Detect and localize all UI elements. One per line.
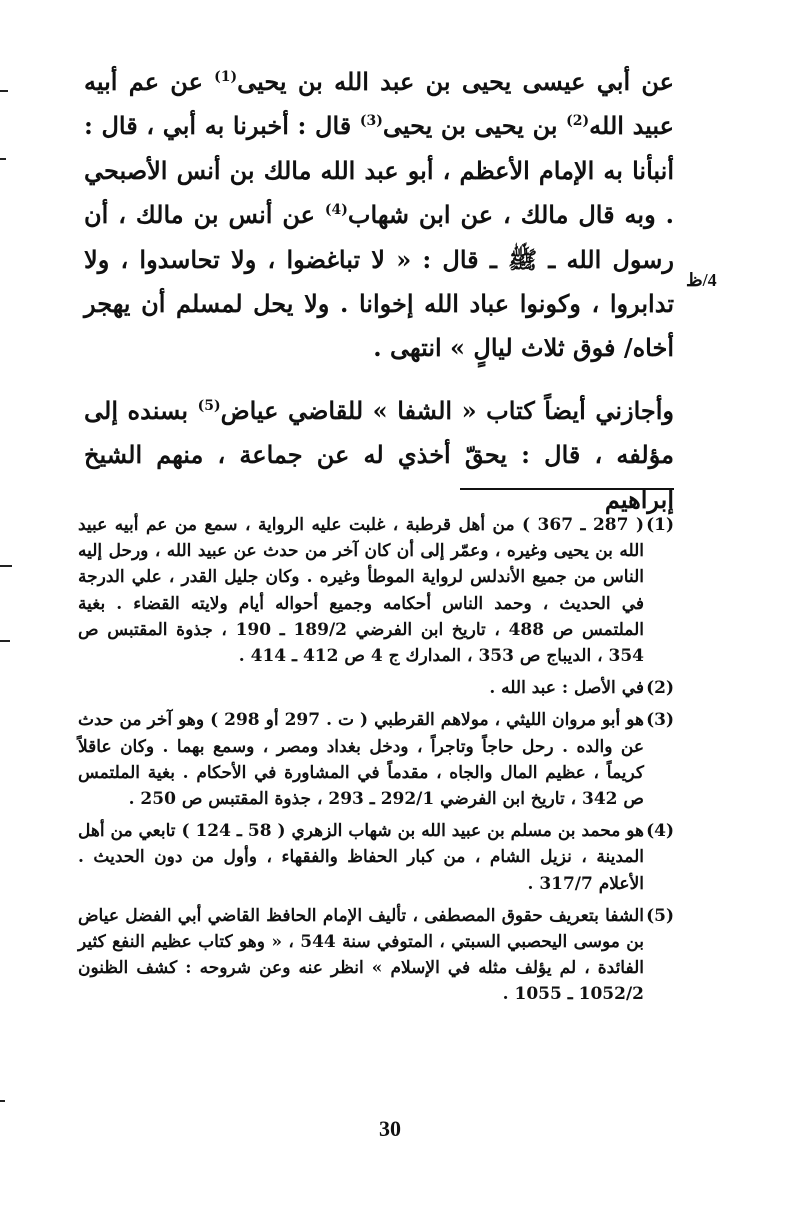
footnote-reference[interactable]: (4) [324, 202, 348, 219]
footnote [78, 818, 674, 897]
footnote [78, 707, 674, 812]
footnote-text: في الأصل : عبد الله . [489, 678, 644, 699]
footnote-number: (2) [646, 678, 674, 699]
footnote [78, 512, 674, 669]
footnotes [78, 512, 674, 1014]
footnote-number: (4) [646, 821, 674, 842]
main-paragraph [84, 60, 674, 371]
footnote-text: هو محمد بن مسلم بن عبيد الله بن شهاب الزهري ( 58 ـ 124 ) تابعي من أهل المدينة ، نزيل الشام ، من كبار الحفاظ والفقهاء ، وأول من دون الحديث . الأعلام 317/7 . [78, 821, 644, 894]
scan-edge-mark [0, 158, 6, 160]
footnote-reference[interactable]: (3) [359, 113, 383, 130]
scan-edge-mark [0, 90, 8, 92]
scan-edge-mark [0, 565, 12, 567]
footnote-reference[interactable]: (1) [214, 69, 238, 85]
text-run: قال : أخبرنا به أبي ، قال : أنبأنا به الإمام الأعظم ، أبو عبد الله مالك بن أنس الأصبحي . وبه قال مالك ، عن ابن شهاب [84, 111, 674, 230]
text-run: عن أنس بن مالك ، أن رسول الله ـ ﷺ ـ قال : « لا تباغضوا ، ولا تحاسدوا ، ولا تدابروا ، وكونوا عباد الله إخوانا . ولا يحل لمسلم أن يهجر أخاه/ فوق ثلاث ليالٍ » انتهى . [84, 200, 674, 363]
footnote-reference[interactable]: (2) [566, 113, 590, 130]
main-paragraph [84, 389, 674, 522]
footnote-reference[interactable]: (5) [197, 397, 221, 414]
footnote-number: (5) [646, 905, 674, 926]
main-text [84, 60, 674, 522]
text-run: عن أبي عيسى يحيى بن عبد الله بن يحيى [237, 67, 674, 96]
manuscript-folio-note: 4/ظ [686, 270, 717, 290]
footnote-separator [460, 488, 674, 490]
text-run: وأجازني أيضاً كتاب « الشفا » للقاضي عياض [220, 395, 674, 425]
footnote [78, 903, 674, 1008]
footnote-text: هو أبو مروان الليثي ، مولاهم القرطبي ( ت . 297 أو 298 ) وهو آخر من حدث عن والده . رحل حاجاً وتاجراً ، ودخل بغداد ومصر ، وسمع بهما . وكان عاقلاً كريماً ، عظيم المال والجاه ، مقدماً في المشاورة في الأحكام . بغية الملتمس ص 342 ، تاريخ ابن الفرضي 292/1 ـ 293 ، جذوة المقتبس ص 250 . [78, 710, 645, 810]
footnote-text: ( 287 ـ 367 ) من أهل قرطبة ، غلبت عليه الرواية ، سمع من عم أبيه عبيد الله بن يحيى وغيره ، وعمّر إلى أن كان آخر من حدث عن عبيد الله ، ورحل إليه الناس من جميع الأندلس لرواية الموطأ وغيره . وكان جليل القدر ، علي الدرجة في الحديث ، وحمد الناس أحكامه وجميع أحواله أيام ولايته القضاء . بغية الملتمس ص 488 ، تاريخ ابن الفرضي 189/2 ـ 190 ، جذوة المقتبس ص 354 ، الديباج ص 353 ، المدارك ج 4 ص 412 ـ 414 . [78, 515, 645, 667]
footnote-number: (1) [646, 515, 674, 535]
text-run: بسنده إلى مؤلفه ، قال : يحقّ أخذي له عن جماعة ، منهم الشيخ إبراهيم [84, 395, 674, 514]
footnote-number: (3) [646, 710, 674, 731]
footnote [78, 675, 674, 701]
page-number: 30 [379, 1116, 401, 1141]
text-run: عن عم أبيه عبيد الله [84, 67, 674, 141]
text-run: بن يحيى بن يحيى [382, 111, 567, 141]
scan-edge-mark [0, 640, 10, 642]
scan-edge-mark [0, 1100, 5, 1102]
footnote-text: الشفا بتعريف حقوق المصطفى ، تأليف الإمام الحافظ القاضي أبي الفضل عياض بن موسى اليحصبي السبتي ، المتوفي سنة 544 ، « وهو كتاب عظيم النفع كثير الفائدة ، لم يؤلف مثله في الإسلام » انظر عنه وعن شروحه : كشف الظنون 1052/2 ـ 1055 . [78, 905, 644, 1005]
